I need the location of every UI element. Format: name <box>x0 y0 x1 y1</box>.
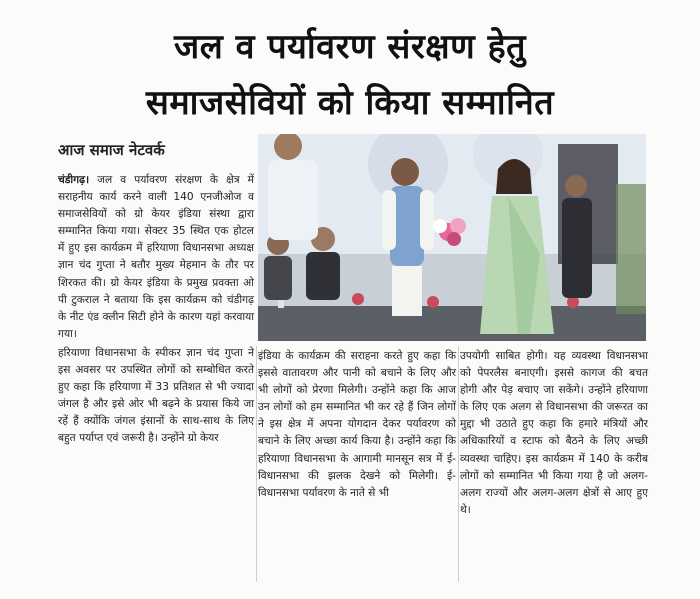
headline-line-1: जल व पर्यावरण संरक्षण हेतु <box>173 27 527 67</box>
byline: आज समाज नेटवर्क <box>58 141 165 159</box>
paragraph-2: हरियाणा विधानसभा के स्पीकर ज्ञान चंद गुप्ता ने इस अवसर पर उपस्थित लोगों को सम्बोधित करते हुए कहा कि हरियाणा में 33 प्रतिशत से भी ज्यादा जंगल है और इसे ओर भी बढ़ने के प्रयास किये जा रहें हैं क्योंकि जंगल इंसानों के साथ-साथ के लिए बहुत पर्याप्त एवं जरूरी है। उन्होंने ग्रो केयर <box>58 346 254 445</box>
seated-guest-1 <box>264 233 292 300</box>
paragraph-1 <box>58 172 254 343</box>
headline-line-2: समाजसेवियों को किया सम्मानित <box>145 83 555 123</box>
article-column-2 <box>258 348 456 504</box>
article-column-3 <box>460 348 648 521</box>
paragraph-4: उपयोगी साबित होगी। यह व्यवस्था विधानसभा को पेपरलैस बनाएगी। इससे कागज की बचत होगी और पेड़ बचाए जा सकेंगे। उन्होंने हरियाणा के लिए एक अलग से विधानसभा की जरूरत का मुद्दा भी उठाते हुए कहा कि हमारे मंत्रियों और अधिकारियों व स्टाफ को बैठने के लिए अच्छी व्यवस्था चाहिए। इस कार्यक्रम में 140 के करीब लोगों को सम्मानित भी किया गया है जो अलग-अलग राज्यों और अलग-अलग क्षेत्रों से आए हुए थे। <box>460 350 648 516</box>
column-divider-1 <box>256 346 257 582</box>
news-photo <box>258 134 646 341</box>
column-divider-2 <box>458 346 459 582</box>
paragraph-1-text: जल व पर्यावरण संरक्षण के क्षेत्र में सराहनीय कार्य करने वाली 140 एनजीओज व समाजसेवियों को ग्रो केयर इंडिया संस्था द्वारा सम्मानित किया गया। सेक्टर 35 स्थित एक होटल में हुए इस कार्यक्रम में हरियाणा विधानसभा अध्यक्ष ज्ञान चंद गुप्ता ने बतौर मुख्य मेहमान के तौर पर शिरकत की। ग्रो केयर इंडिया के प्रमुख प्रवक्ता ओ पी टुकराल ने बताया कि इस कार्यक्रम को चंडीगढ़ के नीट एंड क्लीन सिटी होने के कारण यहां करवाया गया। <box>58 174 254 340</box>
article-column-1 <box>58 172 254 450</box>
dateline: चंडीगढ़। <box>58 174 90 186</box>
paragraph-3: इंडिया के कार्यक्रम की सराहना करते हुए कहा कि इससे वातावरण और पानी को बचाने के लिए और भी लोगों को प्रेरणा मिलेगी। उन्होंने कहा कि आज उन लोगों को हम सम्मानित भी कर रहे हैं जिन लोगों ने इस क्षेत्र में अपना योगदान देकर पर्यावरण को बचाने के लिए अच्छा कार्य किया है। उन्होंने कहा कि हरियाणा विधानसभा के आगामी मानसून सत्र में ई-विधानसभा की झलक देखने को मिलेगी। ई-विधानसभा पर्यावरण के नाते से भी <box>258 350 456 499</box>
event-photo-illustration <box>258 134 646 341</box>
